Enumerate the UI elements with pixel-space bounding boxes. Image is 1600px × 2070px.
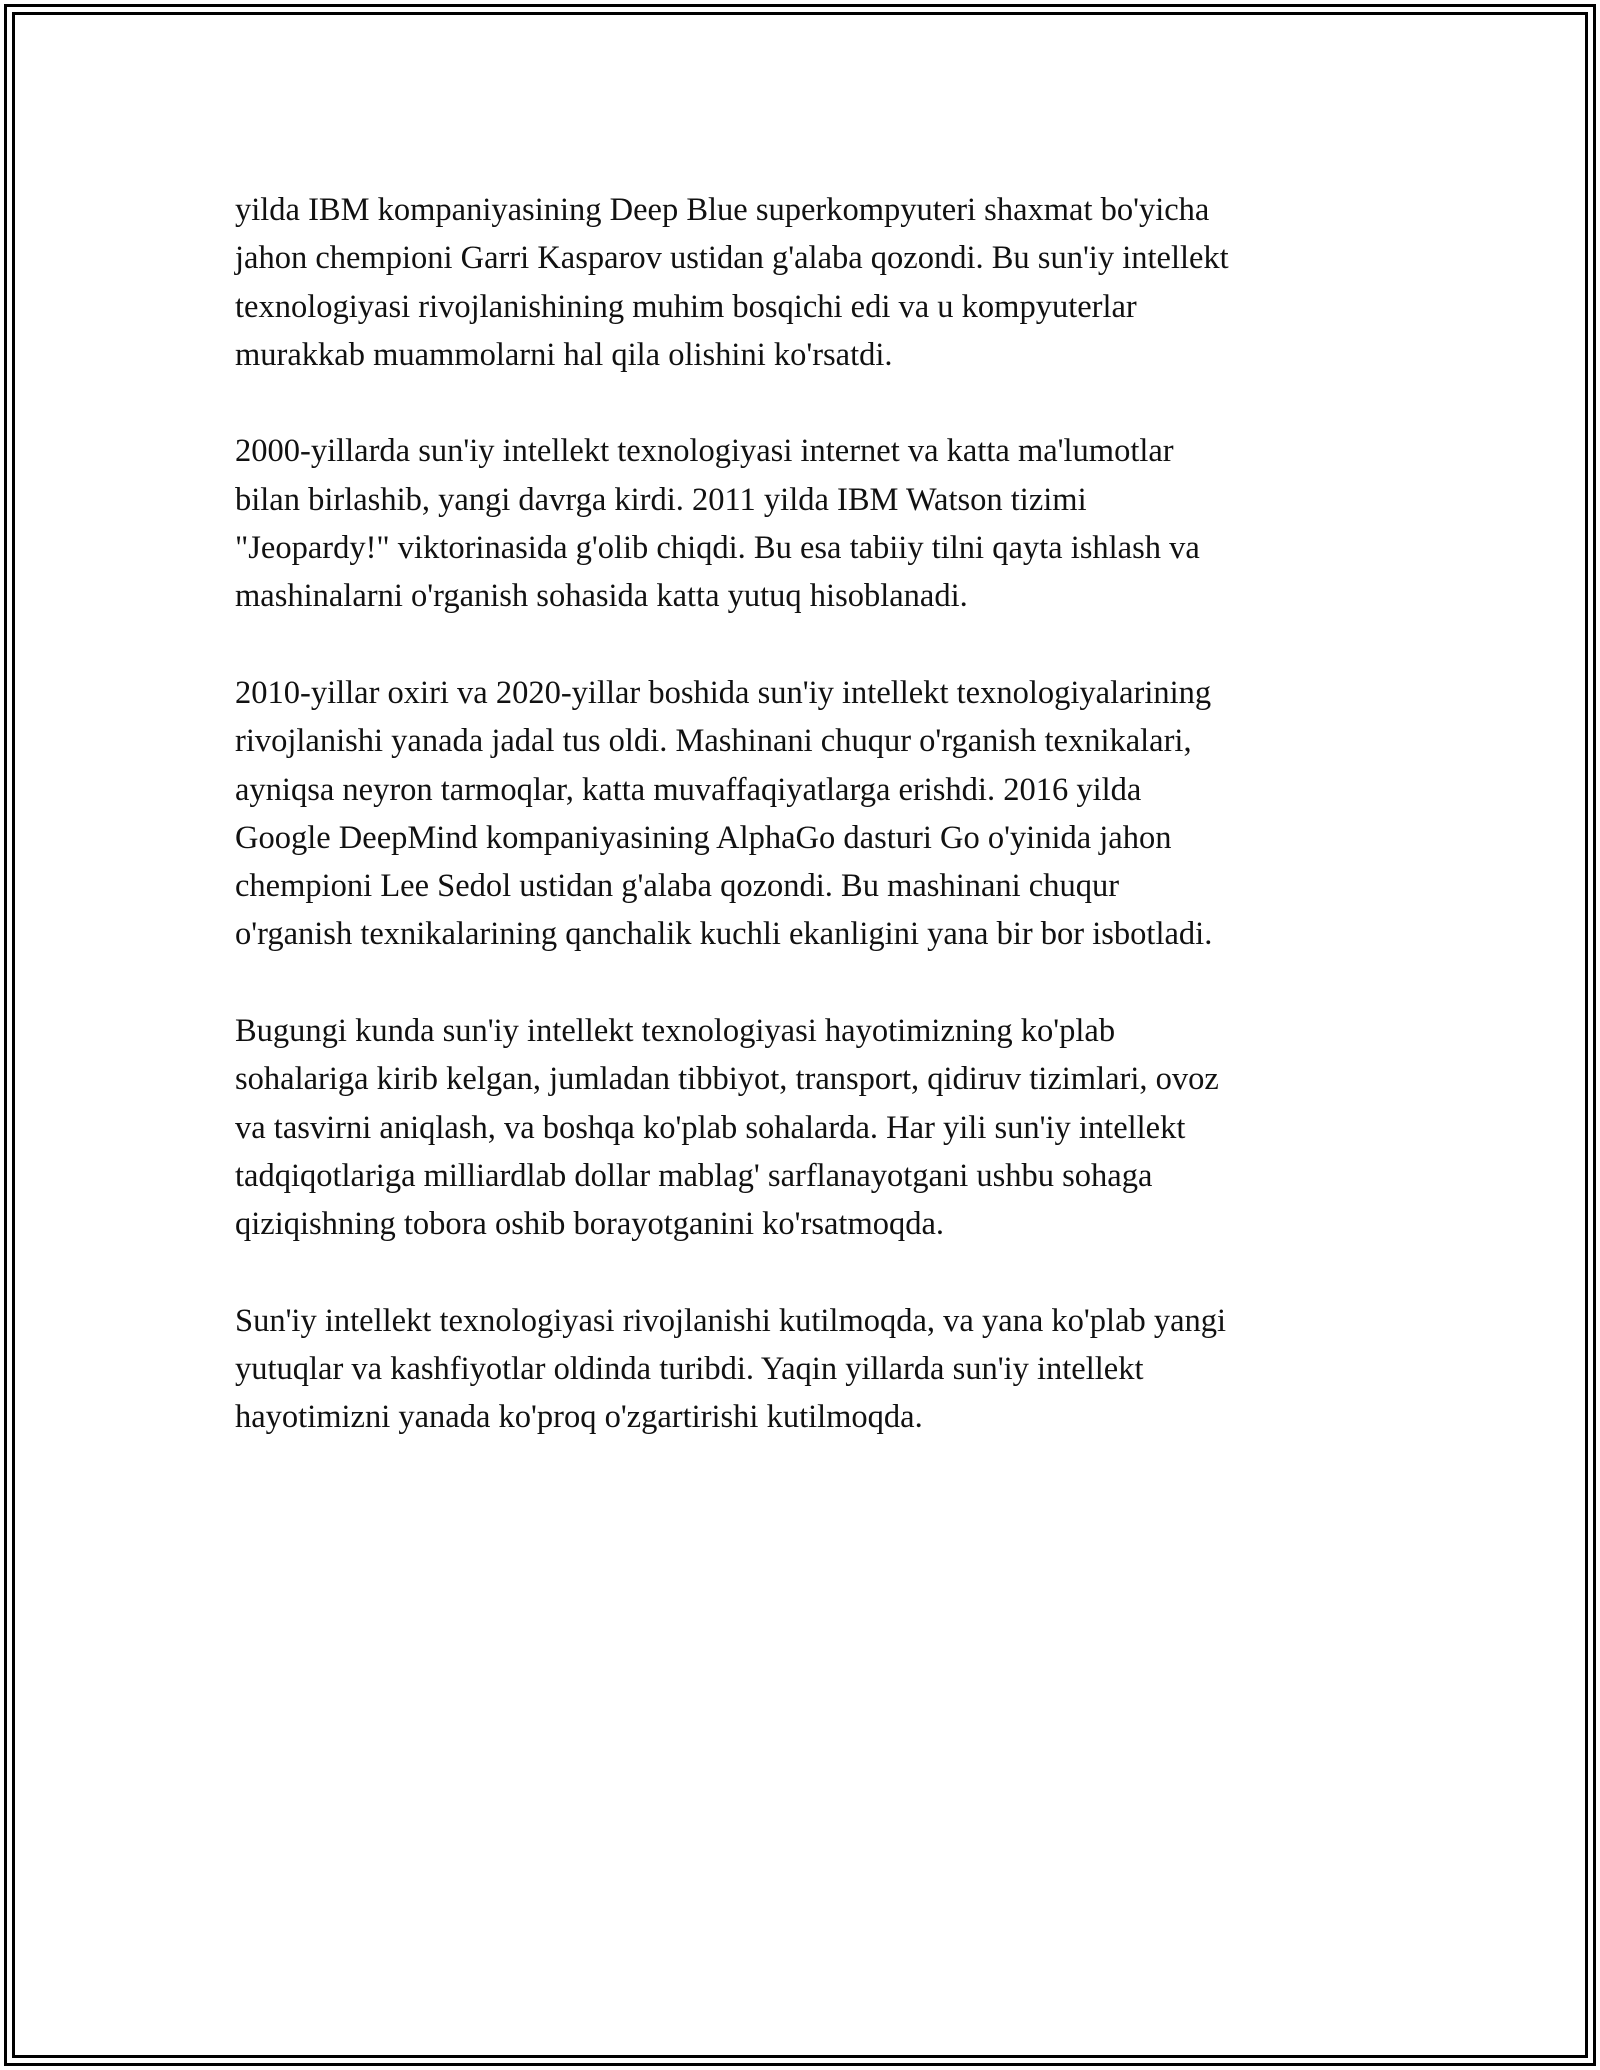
document-body — [235, 186, 1365, 1490]
text-line: Sun'iy intellekt texnologiyasi rivojlanishi kutilmoqda, va yana ko'plab yangi — [235, 1302, 1227, 1339]
text-line: o'rganish texnikalarining qanchalik kuchli ekanligini yana bir bor isbotladi. — [235, 916, 1213, 953]
text-line: Bugungi kunda sun'iy intellekt texnologiyasi hayotimizning ko'plab — [235, 1013, 1116, 1050]
paragraph-applications-today — [235, 1007, 1365, 1248]
paragraph-deep-blue — [235, 186, 1365, 379]
text-line: yutuqlar va kashfiyotlar oldinda turibdi. Yaqin yillarda sun'iy intellekt — [235, 1351, 1144, 1388]
text-line: jahon chempioni Garri Kasparov ustidan g'alaba qozondi. Bu sun'iy intellekt — [235, 240, 1229, 277]
paragraph-future-outlook — [235, 1297, 1365, 1442]
text-line: Google DeepMind kompaniyasining AlphaGo dasturi Go o'yinida jahon — [235, 819, 1172, 856]
text-line: "Jeopardy!" viktorinasida g'olib chiqdi. Bu esa tabiiy tilni qayta ishlash va — [235, 530, 1200, 567]
paragraph-deep-learning-alphago — [235, 669, 1365, 959]
text-line: 2010-yillar oxiri va 2020-yillar boshida sun'iy intellekt texnologiyalarining — [235, 674, 1212, 711]
text-line: bilan birlashib, yangi davrga kirdi. 2011 yilda IBM Watson tizimi — [235, 481, 1087, 518]
text-line: yilda IBM kompaniyasining Deep Blue superkompyuteri shaxmat bo'yicha — [235, 192, 1210, 228]
text-line: hayotimizni yanada ko'proq o'zgartirishi kutilmoqda. — [235, 1399, 923, 1436]
text-line: tadqiqotlariga milliardlab dollar mablag' sarflanayotgani ushbu sohaga — [235, 1157, 1153, 1194]
text-line: mashinalarni o'rganish sohasida katta yutuq hisoblanadi. — [235, 578, 968, 615]
paragraph-2000s-watson — [235, 427, 1365, 620]
text-line: 2000-yillarda sun'iy intellekt texnologiyasi internet va katta ma'lumotlar — [235, 433, 1174, 470]
text-line: rivojlanishi yanada jadal tus oldi. Mashinani chuqur o'rganish texnikalari, — [235, 723, 1192, 760]
text-line: ayniqsa neyron tarmoqlar, katta muvaffaqiyatlarga erishdi. 2016 yilda — [235, 771, 1142, 808]
text-line: sohalariga kirib kelgan, jumladan tibbiyot, transport, qidiruv tizimlari, ovoz — [235, 1061, 1219, 1098]
text-line: chempioni Lee Sedol ustidan g'alaba qozondi. Bu mashinani chuqur — [235, 868, 1120, 905]
text-line: va tasvirni aniqlash, va boshqa ko'plab sohalarda. Har yili sun'iy intellekt — [235, 1109, 1186, 1146]
text-line: qiziqishning tobora oshib borayotganini ko'rsatmoqda. — [235, 1206, 945, 1243]
text-line: texnologiyasi rivojlanishining muhim bosqichi edi va u kompyuterlar — [235, 288, 1137, 325]
text-line: murakkab muammolarni hal qila olishini ko'rsatdi. — [235, 336, 893, 373]
